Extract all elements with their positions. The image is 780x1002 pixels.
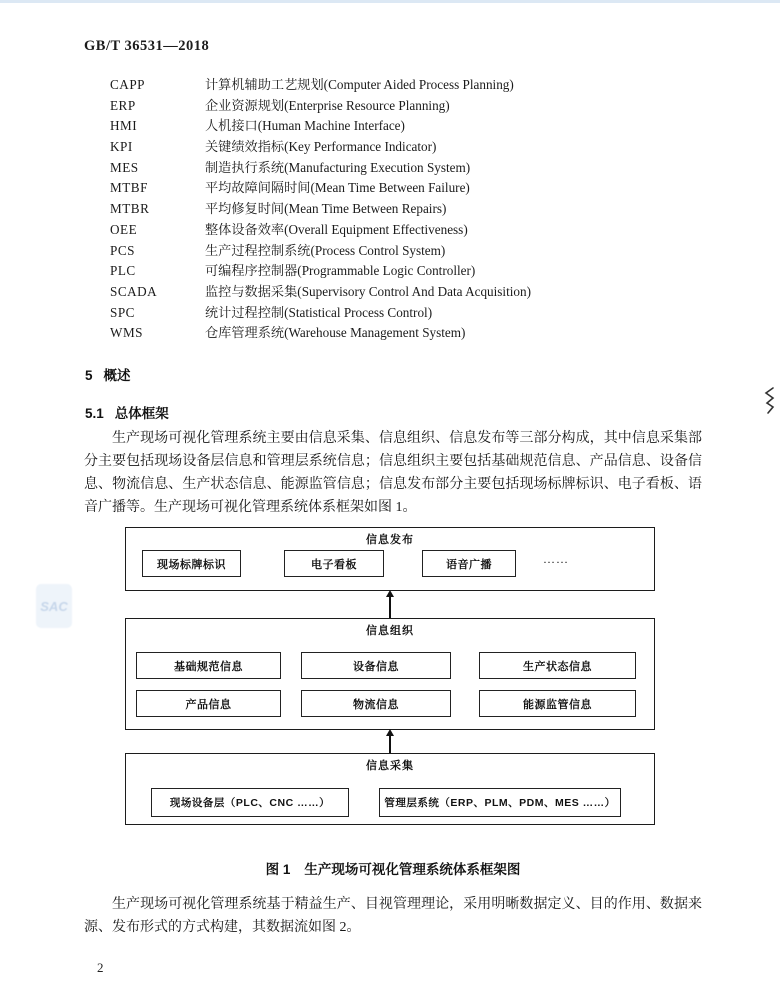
list-item xyxy=(110,323,670,344)
abbrev-term: ERP xyxy=(110,97,136,113)
abbrev-definition: 监控与数据采集(Supervisory Control And Data Acquisition) xyxy=(205,283,532,299)
list-item xyxy=(110,261,670,282)
section-number: 5 xyxy=(85,368,93,383)
body-paragraph: 生产现场可视化管理系统基于精益生产、目视管理理论，采用明晰数据定义、目的作用、数据来源、发布形式的方式构建，其数据流如图 2。 xyxy=(84,897,702,935)
list-item xyxy=(110,116,670,137)
layer-title: 信息组织 xyxy=(366,625,414,637)
abbrev-definition: 生产过程控制系统(Process Control System) xyxy=(205,242,446,258)
layer-title: 信息采集 xyxy=(366,760,414,772)
diagram-layer-collect xyxy=(125,753,655,825)
ellipsis-label: …… xyxy=(543,552,569,566)
list-item xyxy=(110,199,670,220)
list-item xyxy=(110,75,670,96)
figure-title: 生产现场可视化管理系统体系框架图 xyxy=(304,862,521,877)
abbrev-definition: 制造执行系统(Manufacturing Execution System) xyxy=(205,159,471,175)
layer-title: 信息发布 xyxy=(366,534,414,546)
abbrev-definition: 计算机辅助工艺规划(Computer Aided Process Planning) xyxy=(205,77,514,92)
diagram-box: 语音广播 xyxy=(422,550,516,577)
list-item xyxy=(110,241,670,262)
section-title: 总体框架 xyxy=(114,406,169,421)
diagram-box: 设备信息 xyxy=(301,652,451,679)
diagram-box: 电子看板 xyxy=(284,550,384,577)
abbrev-term: KPI xyxy=(110,139,133,155)
abbrev-definition: 企业资源规划(Enterprise Resource Planning) xyxy=(205,97,450,113)
diagram-layer-organize xyxy=(125,618,655,730)
abbrev-definition: 关键绩效指标(Key Performance Indicator) xyxy=(205,139,437,155)
list-item xyxy=(110,220,670,241)
section-heading-5-1 xyxy=(85,402,169,422)
abbrev-term: PLC xyxy=(110,263,136,279)
section-title: 概述 xyxy=(103,368,131,383)
diagram-box: 物流信息 xyxy=(301,690,451,717)
diagram-box: 管理层系统（ERP、PLM、PDM、MES ……） xyxy=(379,788,621,817)
abbrev-term: MES xyxy=(110,159,139,175)
abbrev-term: CAPP xyxy=(110,77,145,92)
standard-number-header: GB/T 36531—2018 xyxy=(84,38,210,54)
abbrev-term: PCS xyxy=(110,242,135,258)
body-paragraph: 生产现场可视化管理系统主要由信息采集、信息组织、信息发布等三部分构成，其中信息采集部分主要包括现场设备层信息和管理层系统信息；信息组织主要包括基础规范信息、产品信息、设备信息、物流信息、生产状态信息、能源监管信息；信息发布部分主要包括现场标牌标识、电子看板、语音广播等。生产现场可视化管理系统体系框架如图 1。 xyxy=(84,431,702,515)
page-number: 2 xyxy=(97,960,104,975)
abbrev-definition: 平均故障间隔时间(Mean Time Between Failure) xyxy=(205,180,470,196)
abbrev-definition: 统计过程控制(Statistical Process Control) xyxy=(205,304,433,320)
diagram-box: 现场标牌标识 xyxy=(142,550,241,577)
sac-watermark: SAC xyxy=(36,584,72,628)
abbrev-definition: 平均修复时间(Mean Time Between Repairs) xyxy=(205,201,447,217)
list-item xyxy=(110,158,670,179)
abbrev-term: SCADA xyxy=(110,283,158,299)
abbreviation-list xyxy=(110,75,670,344)
diagram-box: 生产状态信息 xyxy=(479,652,636,679)
abbrev-term: MTBR xyxy=(110,201,150,217)
abbrev-term: HMI xyxy=(110,118,138,134)
abbrev-definition: 可编程序控制器(Programmable Logic Controller) xyxy=(205,263,476,279)
list-item xyxy=(110,303,670,324)
abbrev-term: OEE xyxy=(110,221,138,237)
diagram-box: 基础规范信息 xyxy=(136,652,281,679)
section-heading-5 xyxy=(85,364,131,384)
list-item xyxy=(110,137,670,158)
scan-artifact-squiggle xyxy=(762,386,778,416)
up-arrow xyxy=(389,735,391,753)
abbrev-definition: 整体设备效率(Overall Equipment Effectiveness) xyxy=(205,221,468,237)
figure-number: 图 1 xyxy=(265,862,291,877)
diagram-layer-publish xyxy=(125,527,655,591)
abbrev-term: SPC xyxy=(110,304,135,320)
abbrev-term: MTBF xyxy=(110,180,148,196)
list-item xyxy=(110,178,670,199)
diagram-box: 能源监管信息 xyxy=(479,690,636,717)
up-arrow xyxy=(389,596,391,618)
list-item xyxy=(110,282,670,303)
abbrev-term: WMS xyxy=(110,325,144,341)
diagram-box: 产品信息 xyxy=(136,690,281,717)
list-item xyxy=(110,96,670,117)
abbrev-definition: 仓库管理系统(Warehouse Management System) xyxy=(205,325,466,341)
figure-caption xyxy=(84,858,702,878)
page-top-edge xyxy=(0,0,780,3)
section-number: 5.1 xyxy=(85,406,104,421)
abbrev-definition: 人机接口(Human Machine Interface) xyxy=(205,118,405,134)
diagram-box: 现场设备层（PLC、CNC ……） xyxy=(151,788,349,817)
